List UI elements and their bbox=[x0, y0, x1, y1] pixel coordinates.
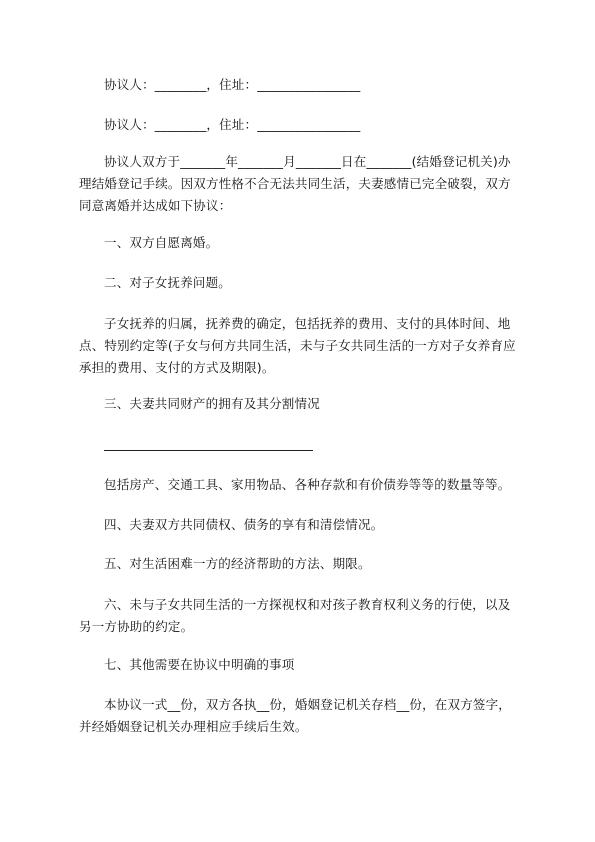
clause-7: 七、其他需要在协议中明确的事项 bbox=[104, 657, 295, 672]
intro-paragraph: 协议人双方于_______年_______月_______日在_______(结婚登记机关)办理结婚登记手续。因双方性格不合无法共同生活，夫妻感情已完全破裂，双方同意离婚并达成如下协议： bbox=[79, 154, 511, 213]
closing-paragraph: 本协议一式__份，双方各执__份，婚姻登记机关存档__份，在双方签字，并经婚姻登记机关办理相应手续后生效。 bbox=[79, 697, 512, 734]
clause-4: 四、夫妻双方共同债权、债务的享有和清偿情况。 bbox=[104, 517, 384, 532]
clause-1: 一、双方自愿离婚。 bbox=[104, 235, 219, 250]
party-2-line: 协议人：________，住址：________________ bbox=[104, 117, 361, 132]
party-1-line: 协议人：________，住址：________________ bbox=[104, 77, 361, 92]
blank-fill-line bbox=[104, 450, 313, 451]
clause-6: 六、未与子女共同生活的一方探视权和对孩子教育权利义务的行使，以及另一方协助的约定。 bbox=[79, 597, 511, 634]
clause-2: 二、对子女抚养问题。 bbox=[104, 275, 232, 290]
clause-2-detail: 子女抚养的归属，抚养费的确定，包括抚养的费用、支付的具体时间、地点、特别约定等(子女与何方共同生活，未与子女共同生活的一方对子女养育应承担的费用、支付的方式及期限)。 bbox=[79, 316, 516, 375]
clause-3: 三、夫妻共同财产的拥有及其分割情况 bbox=[104, 396, 320, 411]
clause-3-detail: 包括房产、交通工具、家用物品、各种存款和有价债券等等的数量等等。 bbox=[104, 477, 511, 492]
clause-5: 五、对生活困难一方的经济帮助的方法、期限。 bbox=[104, 556, 371, 571]
